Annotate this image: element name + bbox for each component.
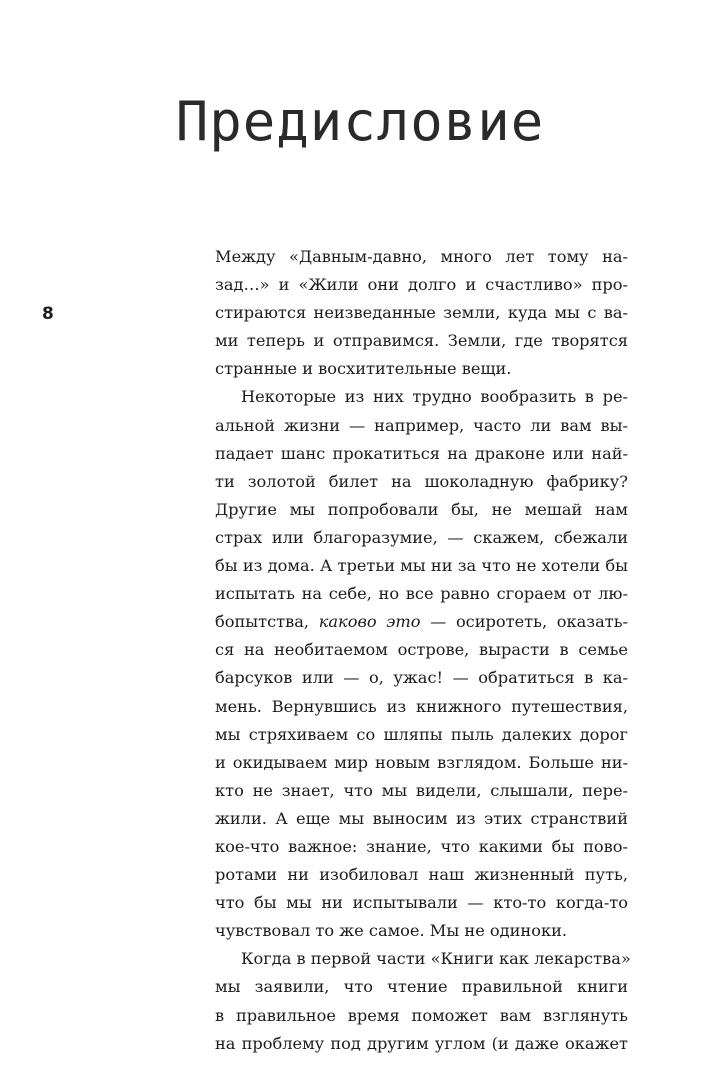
text-line: зад…» и «Жили они долго и счастливо» про- bbox=[215, 275, 628, 295]
text-line: падает шанс прокатиться на драконе или най- bbox=[215, 443, 628, 463]
text-line: ся на необитаемом острове, вырасти в семье bbox=[215, 640, 628, 660]
text-line: Другие мы попробовали бы, не мешай нам bbox=[215, 499, 628, 519]
text-line: Когда в первой части «Книги как лекарства» bbox=[241, 949, 631, 969]
text-line: ми теперь и отправимся. Земли, где творятся bbox=[215, 331, 628, 351]
text-line: альной жизни — например, часто ли вам вы- bbox=[215, 415, 628, 435]
text-line: ти золотой билет на шоколадную фабрику? bbox=[215, 471, 628, 491]
text-line: страх или благоразумие, — скажем, сбежали bbox=[215, 527, 628, 547]
page-number: 8 bbox=[42, 304, 54, 324]
text-line: испытать на себе, но все равно сгораем от лю- bbox=[215, 584, 628, 604]
text-line: и окидываем мир новым взглядом. Больше ни- bbox=[215, 752, 628, 772]
text-line: чувствовал то же самое. Мы не одиноки. bbox=[215, 921, 568, 941]
text-line: ротами ни изобиловал наш жизненный путь, bbox=[215, 865, 628, 885]
text-line: в правильное время поможет вам взглянуть bbox=[215, 1005, 628, 1025]
italic-phrase: каково это bbox=[318, 612, 421, 632]
text-line: что бы мы ни испытывали — кто-то когда-то bbox=[215, 893, 628, 913]
text-line: Между «Давным-давно, много лет тому на- bbox=[215, 247, 628, 266]
text-segment: бопытства, bbox=[215, 612, 319, 632]
text-line: барсуков или — о, ужас! — обратиться в ка- bbox=[215, 668, 628, 688]
body-text bbox=[215, 243, 631, 1058]
text-line: мы стряхиваем со шляпы пыль далеких дорог bbox=[215, 724, 628, 744]
text-line: мы заявили, что чтение правильной книги bbox=[215, 977, 628, 997]
text-line: Некоторые из них трудно вообразить в ре- bbox=[241, 387, 628, 407]
text-line: кое-что важное: знание, что какими бы пово- bbox=[215, 836, 628, 856]
text-line: стираются неизведанные земли, куда мы с ва- bbox=[215, 303, 628, 323]
text-line: жили. А еще мы выносим из этих странствий bbox=[215, 808, 628, 828]
text-line: мень. Вернувшись из книжного путешествия, bbox=[215, 696, 628, 716]
text-line: бы из дома. А третьи мы ни за что не хотели бы bbox=[215, 556, 628, 576]
text-line: кто не знает, что мы видели, слышали, пере- bbox=[215, 780, 628, 800]
chapter-title: Предисловие bbox=[175, 90, 545, 153]
text-line-with-italic bbox=[215, 608, 628, 636]
text-line: на проблему под другим углом (и даже окажет bbox=[215, 1033, 628, 1053]
text-segment: — осиротеть, оказать- bbox=[420, 612, 628, 632]
text-line: странные и восхитительные вещи. bbox=[215, 359, 512, 379]
